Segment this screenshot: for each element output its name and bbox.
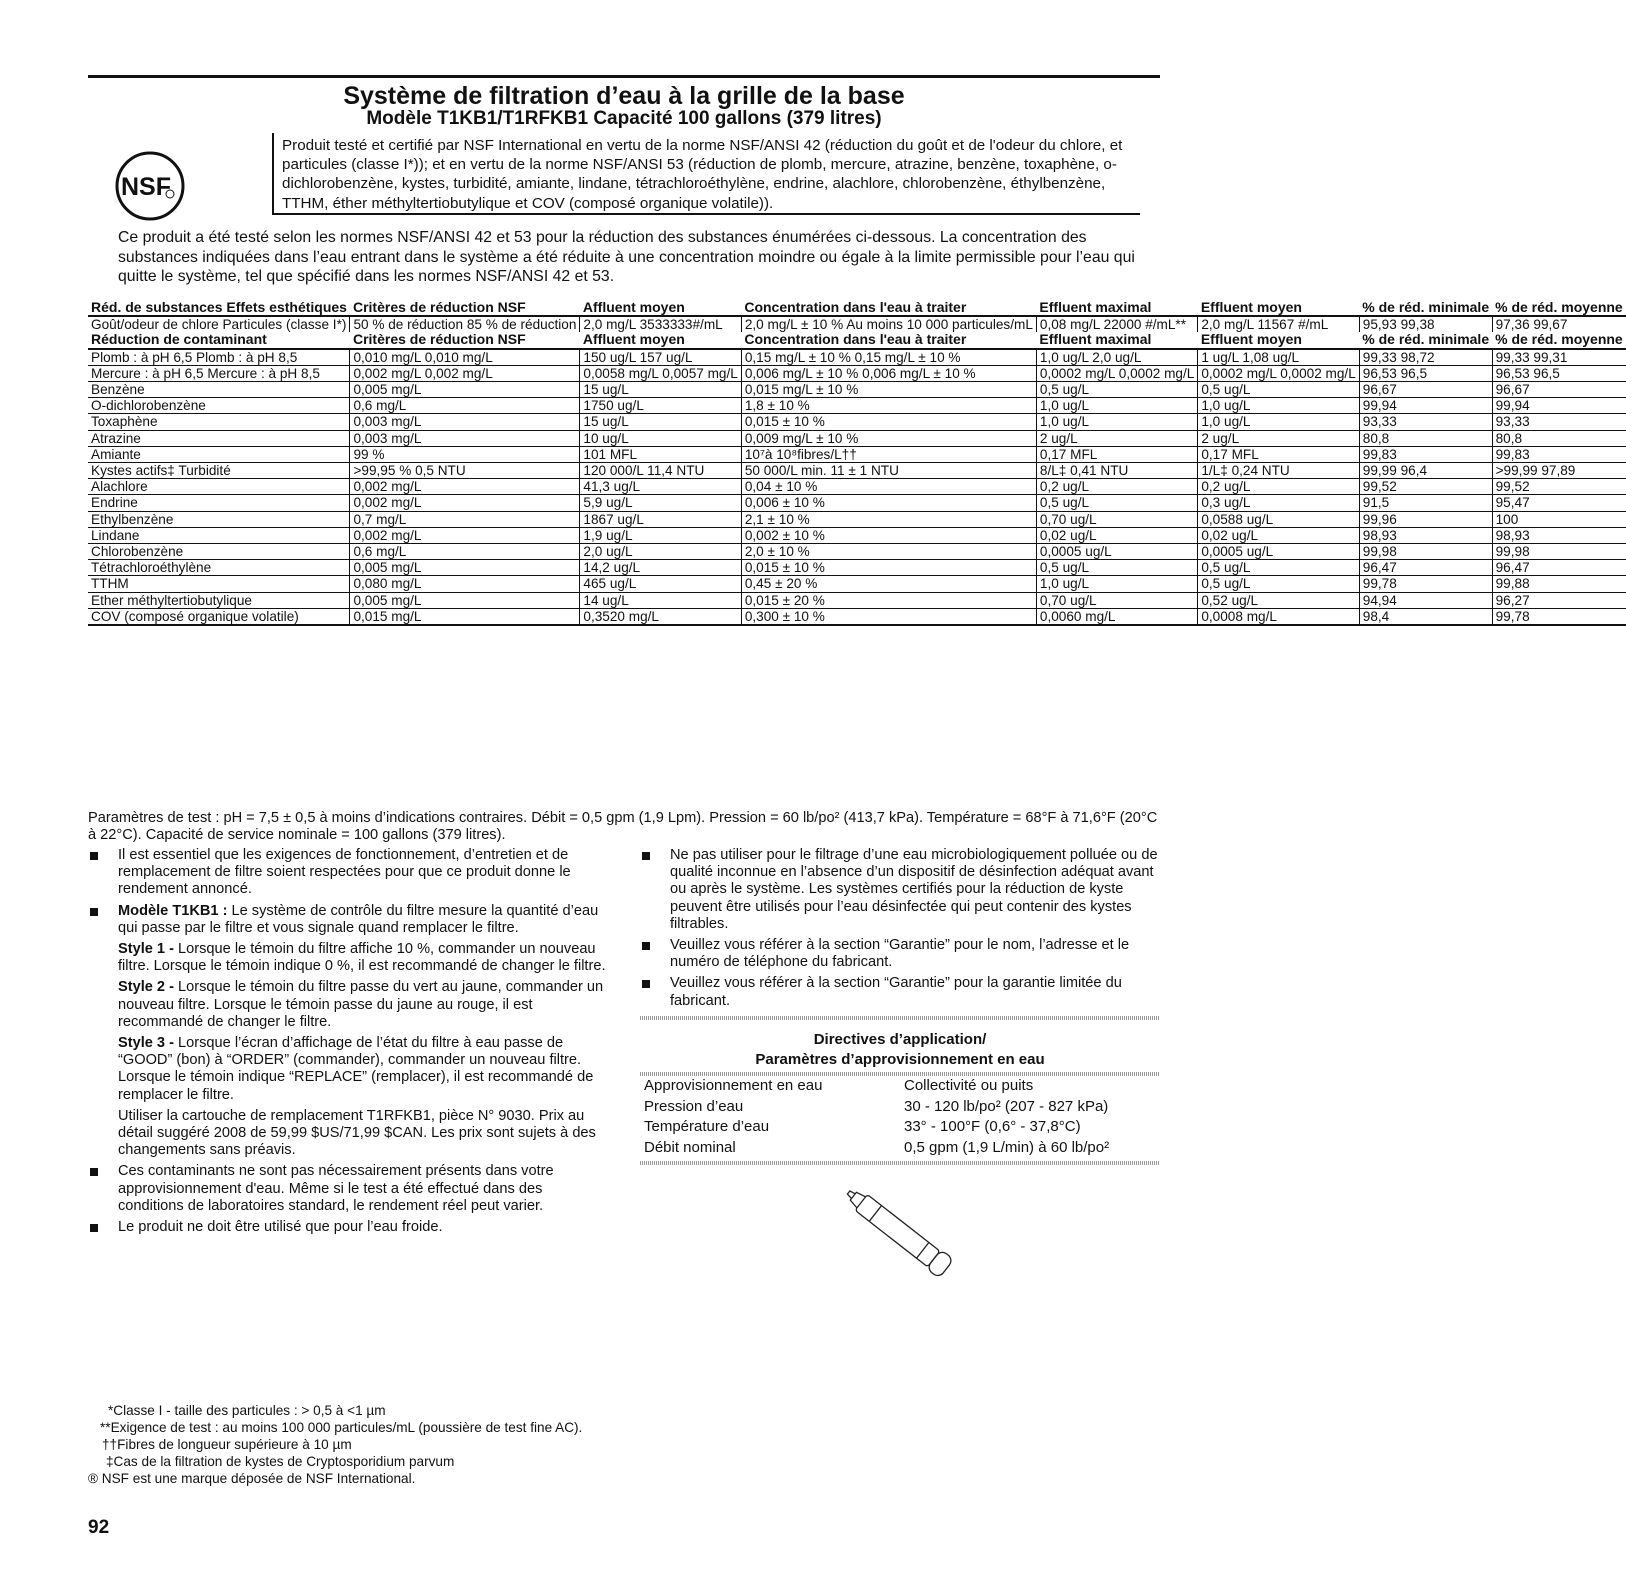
table-cell: 1,0 ug/L (1036, 576, 1197, 592)
table-cell: 0,02 ug/L (1036, 527, 1197, 543)
table-row (88, 527, 1626, 543)
table-cell: 10⁷à 10⁸fibres/L†† (741, 446, 1036, 462)
table-cell: 1,8 ± 10 % (741, 398, 1036, 414)
table-cell: 99,52 (1492, 479, 1626, 495)
table-cell: 1750 ug/L (580, 398, 741, 414)
style-label: Style 3 - (118, 1035, 174, 1052)
table-cell: 1,0 ug/L (1036, 398, 1197, 414)
table-cell: 0,003 mg/L (350, 414, 580, 430)
table-cell: TTHM (88, 576, 350, 592)
table-cell: 99,94 (1359, 398, 1492, 414)
directives-label: Approvisionnement en eau (644, 1077, 823, 1094)
style-3-paragraph (88, 1035, 608, 1104)
table-cell: 0,015 mg/L (350, 608, 580, 625)
bullet-text: Ne pas utiliser pour le filtrage d’une eau microbiologiquement polluée ou de qualité inconnue en l’absence d’un dispositif de désinfection adéquat avant ou après le système. Les systèmes certifiés pour la réduction de kyste peuvent être utilisés pour l’eau désinfectée qui peut contenir des kystes filtrables. (670, 847, 1158, 932)
hatched-divider (640, 1161, 1160, 1165)
table-cell: 96,47 (1492, 560, 1626, 576)
table-row (88, 316, 1626, 332)
table-cell: 0,70 ug/L (1036, 592, 1197, 608)
table-header-cell: % de réd. minimale (1362, 299, 1490, 315)
footnote: **Exigence de test : au moins 100 000 particules/mL (poussière de test fine AC). (100, 1420, 583, 1435)
table-cell: 0,5 ug/L (1036, 495, 1197, 511)
page-subtitle: Modèle T1KB1/T1RFKB1 Capacité 100 gallons (379 litres) (366, 108, 882, 129)
table-cell: Chlorobenzène (88, 544, 350, 560)
table-cell: 100 (1492, 511, 1626, 527)
table-cell: 14,2 ug/L (580, 560, 741, 576)
table-cell: 99,99 96,4 (1359, 463, 1492, 479)
table-cell: Mercure : à pH 6,5 Mercure : à pH 8,5 (88, 365, 350, 381)
page-title: Système de filtration d’eau à la grille de la base (343, 82, 905, 110)
table-cell: 0,006 ± 10 % (741, 495, 1036, 511)
table-cell: 1,0 ug/L (1036, 414, 1197, 430)
table-cell: 15 ug/L (580, 414, 741, 430)
style-label: Style 2 - (118, 979, 174, 996)
style-2-paragraph (88, 979, 608, 1031)
table-cell: 2,0 ± 10 % (741, 544, 1036, 560)
table-cell: 0,002 mg/L (350, 527, 580, 543)
table-cell: 0,005 mg/L (350, 560, 580, 576)
directives-row (640, 1097, 1160, 1118)
bullet-square-icon (642, 980, 650, 988)
table-header-cell: % de réd. moyenne (1495, 331, 1623, 348)
bullet-text: Le système de contrôle du filtre mesure la quantité d’eau qui passe par le filtre et vous signale quand remplacer le filtre. (118, 902, 599, 936)
table-cell: 0,6 mg/L (350, 398, 580, 414)
table-cell: 101 MFL (580, 446, 741, 462)
table-cell: 0,6 mg/L (350, 544, 580, 560)
table-cell: 0,0005 ug/L (1036, 544, 1197, 560)
table-cell: 93,33 (1492, 414, 1626, 430)
table-cell: 0,006 mg/L ± 10 % 0,006 mg/L ± 10 % (741, 365, 1036, 381)
page-number: 92 (88, 1517, 110, 1538)
table-cell: 80,8 (1359, 430, 1492, 446)
table-cell: 0,010 mg/L 0,010 mg/L (350, 349, 580, 366)
left-column (88, 847, 608, 1240)
table-cell: 0,02 ug/L (1198, 527, 1359, 543)
table-cell: 0,0060 mg/L (1036, 608, 1197, 625)
table-cell: 99,78 (1492, 608, 1626, 625)
table-cell: 0,080 mg/L (350, 576, 580, 592)
table-row (88, 560, 1626, 576)
table-cell: 98,4 (1359, 608, 1492, 625)
table-cell: 0,015 mg/L ± 10 % (741, 382, 1036, 398)
table-cell: 0,7 mg/L (350, 511, 580, 527)
directives-label: Débit nominal (644, 1138, 736, 1156)
table-header-cell: Effluent moyen (1200, 331, 1302, 348)
footnote: ††Fibres de longueur supérieure à 10 µm (102, 1437, 352, 1452)
table-cell: 0,0002 mg/L 0,0002 mg/L (1198, 365, 1359, 381)
table-cell: Ethylbenzène (88, 511, 350, 527)
table-cell: 99,96 (1359, 511, 1492, 527)
table-cell: 2 ug/L (1036, 430, 1197, 446)
directives-title-1: Directives d’application/ (813, 1031, 987, 1048)
style-1-paragraph (88, 941, 608, 975)
table-cell: 1/L‡ 0,24 NTU (1198, 463, 1359, 479)
footnotes (88, 1402, 788, 1487)
table-cell: 1,0 ug/L 2,0 ug/L (1036, 349, 1197, 366)
directives-value: 0,5 gpm (1,9 L/min) à 60 lb/po² (904, 1138, 1110, 1156)
table-cell: 120 000/L 11,4 NTU (580, 463, 741, 479)
table-cell: 2,0 ug/L (580, 544, 741, 560)
table-header-row (88, 332, 1626, 348)
table-cell: 0,005 mg/L (350, 382, 580, 398)
table-cell: 99,94 (1492, 398, 1626, 414)
hatched-divider (640, 1016, 1160, 1020)
table-cell: 0,002 mg/L (350, 479, 580, 495)
table-cell: 99,88 (1492, 576, 1626, 592)
table-cell: 96,47 (1359, 560, 1492, 576)
table-cell: Kystes actifs‡ Turbidité (88, 463, 350, 479)
table-cell: 0,17 MFL (1198, 446, 1359, 462)
table-cell: 93,33 (1359, 414, 1492, 430)
table-row (88, 349, 1626, 366)
table-cell: 0,0588 ug/L (1198, 511, 1359, 527)
table-cell: 91,5 (1359, 495, 1492, 511)
right-column (640, 847, 1160, 1014)
table-cell: 96,27 (1492, 592, 1626, 608)
model-label: Modèle T1KB1 : (118, 902, 228, 919)
table-row (88, 414, 1626, 430)
table-cell: 0,005 mg/L (350, 592, 580, 608)
table-cell: 99,83 (1492, 446, 1626, 462)
table-cell: Atrazine (88, 430, 350, 446)
table-cell: 15 ug/L (580, 382, 741, 398)
table-cell: 14 ug/L (580, 592, 741, 608)
filter-cartridge-icon (828, 1180, 978, 1290)
table-header-row (88, 300, 1626, 316)
bullet-model (88, 903, 608, 937)
directives-label: Pression d’eau (644, 1097, 744, 1115)
table-cell: 0,002 ± 10 % (741, 527, 1036, 543)
certification-box: Produit testé et certifié par NSF International en vertu de la norme NSF/ANSI 42 (réduction du goût et de l'odeur du chlore, et particules (classe I*)); et en vertu de la norme NSF/ANSI 53 (réduction de plomb, mercure, atrazine, benzène, toxaphène, o-dichlorobenzène, kystes, turbidité, amiante, lindane, tétrachloroéthylène, endrine, alachlore, chlorobenzène, éthylbenzène, TTHM, éther méthyltertiobutylique et COV (composé organique volatile)). (272, 133, 1140, 215)
table-cell: Lindane (88, 527, 350, 543)
table-cell: 99,83 (1359, 446, 1492, 462)
table-cell: 0,52 ug/L (1198, 592, 1359, 608)
table-cell: 99,52 (1359, 479, 1492, 495)
table-cell: Endrine (88, 495, 350, 511)
table-cell: 0,45 ± 20 % (741, 576, 1036, 592)
table-cell: 96,53 96,5 (1359, 365, 1492, 381)
table-row (88, 592, 1626, 608)
test-parameters: Paramètres de test : pH = 7,5 ± 0,5 à moins d’indications contraires. Débit = 0,5 gpm (1,9 Lpm). Pression = 60 lb/po² (413,7 kPa). Température = 68°F à 71,6°F (20°C à 22°C). Capacité de service nominale = 100 gallons (379 litres). (88, 810, 1158, 843)
table-cell: 0,5 ug/L (1198, 382, 1359, 398)
directives-row (640, 1076, 1160, 1097)
table-row (88, 463, 1626, 479)
table-row (88, 576, 1626, 592)
table-cell: 0,0058 mg/L 0,0057 mg/L (580, 365, 741, 381)
directives-table (640, 1076, 1160, 1158)
table-cell: 0,5 ug/L (1198, 560, 1359, 576)
table-cell: 41,3 ug/L (580, 479, 741, 495)
table-header-cell: Affluent moyen (582, 331, 685, 348)
table-cell: 96,67 (1492, 382, 1626, 398)
directives-heading (640, 1030, 1160, 1070)
table-cell: 465 ug/L (580, 576, 741, 592)
bullet-square-icon (90, 1224, 98, 1232)
table-header-cell: Effluent maximal (1039, 331, 1152, 348)
table-cell: 8/L‡ 0,41 NTU (1036, 463, 1197, 479)
table-cell: 1867 ug/L (580, 511, 741, 527)
table-cell: 0,5 ug/L (1036, 560, 1197, 576)
table-row (88, 382, 1626, 398)
bullet-text: Le produit ne doit être utilisé que pour l’eau froide. (118, 1219, 443, 1236)
bullet-microbiological (640, 847, 1160, 933)
bullet-text: Veuillez vous référer à la section “Garantie” pour la garantie limitée du fabricant. (670, 975, 1122, 1009)
directives-value: 30 - 120 lb/po² (207 - 827 kPa) (904, 1097, 1109, 1115)
table-cell: 0,0005 ug/L (1198, 544, 1359, 560)
table-header-cell: % de réd. moyenne (1495, 299, 1623, 315)
table-cell: 80,8 (1492, 430, 1626, 446)
table-cell: 99,98 (1359, 544, 1492, 560)
bullet-square-icon (642, 942, 650, 950)
table-cell: 95,47 (1492, 495, 1626, 511)
nsf-logo-text: NSF (121, 173, 171, 201)
table-cell: 50 000/L min. 11 ± 1 NTU (741, 463, 1036, 479)
table-cell: 2,0 mg/L 3533333#/mL (580, 316, 741, 332)
top-rule (88, 75, 1160, 78)
table-cell: 0,015 ± 10 % (741, 560, 1036, 576)
table-cell: 0,002 mg/L (350, 495, 580, 511)
table-row (88, 479, 1626, 495)
style-text: Lorsque l’écran d’affichage de l’état du filtre à eau passe de “GOOD” (bon) à “ORDER” (commander), commander un nouveau filtre. Lorsque le témoin indique “REPLACE” (remplacer), il est recommandé de remplacer le filtre. (118, 1035, 594, 1103)
table-cell: 0,002 mg/L 0,002 mg/L (350, 365, 580, 381)
bullet-square-icon (90, 852, 98, 860)
bullet-requirements (88, 847, 608, 899)
table-cell: >99,95 % 0,5 NTU (350, 463, 580, 479)
directives-title-2: Paramètres d’approvisionnement en eau (755, 1051, 1045, 1068)
table-cell: 0,300 ± 10 % (741, 608, 1036, 625)
table-cell: 1,0 ug/L (1198, 414, 1359, 430)
table-cell: 0,015 ± 10 % (741, 414, 1036, 430)
bullet-warranty-limited (640, 975, 1160, 1009)
footnote: *Classe I - taille des particules : > 0,5 à <1 µm (108, 1403, 386, 1418)
table-cell: 0,15 mg/L ± 10 % 0,15 mg/L ± 10 % (741, 349, 1036, 366)
table-cell: 0,2 ug/L (1036, 479, 1197, 495)
table-cell: 0,5 ug/L (1198, 576, 1359, 592)
bullet-text: Veuillez vous référer à la section “Garantie” pour le nom, l’adresse et le numéro de téléphone du fabricant. (670, 937, 1130, 971)
table-cell: 99,33 99,31 (1492, 349, 1626, 366)
table-cell: 0,08 mg/L 22000 #/mL** (1036, 316, 1197, 332)
nsf-logo-icon (114, 150, 186, 222)
directives-value: Collectivité ou puits (904, 1077, 1034, 1094)
table-cell: O-dichlorobenzène (88, 398, 350, 414)
table-cell: 0,5 ug/L (1036, 382, 1197, 398)
table-row (88, 398, 1626, 414)
table-cell: 96,53 96,5 (1492, 365, 1626, 381)
intro-paragraph: Ce produit a été testé selon les normes NSF/ANSI 42 et 53 pour la réduction des substances énumérées ci-dessous. La concentration des substances indiquées dans l’eau entrant dans le système a été réduite à une concentration moindre ou égale à la limite permissible pour l’eau qui quitte le système, tel que spécifié dans les normes NSF/ANSI 42 et 53. (118, 229, 1135, 285)
table-cell: 0,0002 mg/L 0,0002 mg/L (1036, 365, 1197, 381)
footnote: ‡Cas de la filtration de kystes de Cryptosporidium parvum (106, 1454, 455, 1469)
table-cell: Tétrachloroéthylène (88, 560, 350, 576)
table-cell: 94,94 (1359, 592, 1492, 608)
table-cell: Ether méthyltertiobutylique (88, 592, 350, 608)
table-cell: 98,93 (1359, 527, 1492, 543)
table-cell: 0,015 ± 20 % (741, 592, 1036, 608)
footnote: ® NSF est une marque déposée de NSF International. (88, 1471, 416, 1486)
table-cell: 0,009 mg/L ± 10 % (741, 430, 1036, 446)
table-row (88, 446, 1626, 462)
style-text: Lorsque le témoin du filtre passe du vert au jaune, commander un nouveau filtre. Lorsque le témoin passe du jaune au rouge, il est recommandé de changer le filtre. (118, 979, 604, 1030)
table-cell: 0,0008 mg/L (1198, 608, 1359, 625)
table-header-cell: Critères de réduction NSF (352, 331, 526, 348)
table-cell: 0,3 ug/L (1198, 495, 1359, 511)
table-cell: 96,67 (1359, 382, 1492, 398)
table-cell: 0,003 mg/L (350, 430, 580, 446)
directives-row (640, 1117, 1160, 1138)
table-cell: 99,78 (1359, 576, 1492, 592)
table-row (88, 365, 1626, 381)
table-header-cell: Concentration dans l'eau à traiter (744, 299, 967, 315)
table-cell: 2,0 mg/L 11567 #/mL (1198, 316, 1359, 332)
table-header-cell: Effluent moyen (1200, 299, 1302, 315)
table-cell: 1,9 ug/L (580, 527, 741, 543)
table-cell: 2,0 mg/L ± 10 % Au moins 10 000 particules/mL (741, 316, 1036, 332)
table-cell: 2 ug/L (1198, 430, 1359, 446)
table-cell: 0,17 MFL (1036, 446, 1197, 462)
table-cell: COV (composé organique volatile) (88, 608, 350, 625)
bullet-contaminants (88, 1163, 608, 1215)
table-cell: Plomb : à pH 6,5 Plomb : à pH 8,5 (88, 349, 350, 366)
directives-value: 33° - 100°F (0,6° - 37,8°C) (904, 1118, 1081, 1135)
table-row (88, 495, 1626, 511)
contaminant-reduction-table (88, 300, 1626, 626)
bullet-cold-water (88, 1219, 608, 1236)
table-cell: 97,36 99,67 (1492, 316, 1626, 332)
table-header-cell: % de réd. minimale (1362, 331, 1490, 348)
style-label: Style 1 - (118, 941, 174, 958)
table-cell: 0,2 ug/L (1198, 479, 1359, 495)
style-text: Lorsque le témoin du filtre affiche 10 %, commander un nouveau filtre. Lorsque le témoin indique 0 %, il est recommandé de changer le filtre. (118, 941, 606, 975)
bullet-square-icon (90, 1168, 98, 1176)
table-header-cell: Concentration dans l'eau à traiter (744, 331, 967, 348)
bullet-square-icon (90, 908, 98, 916)
table-cell: 0,04 ± 10 % (741, 479, 1036, 495)
table-row (88, 608, 1626, 625)
table-row (88, 430, 1626, 446)
directives-row (640, 1138, 1160, 1159)
table-cell: Benzène (88, 382, 350, 398)
table-header-cell: Effluent maximal (1039, 299, 1152, 315)
table-cell: 99 % (350, 446, 580, 462)
table-cell: 50 % de réduction 85 % de réduction (350, 316, 580, 332)
table-cell: 150 ug/L 157 ug/L (580, 349, 741, 366)
table-cell: 99,33 98,72 (1359, 349, 1492, 366)
table-cell: 2,1 ± 10 % (741, 511, 1036, 527)
table-cell: Amiante (88, 446, 350, 462)
table-header-cell: Réduction de contaminant (91, 331, 267, 348)
table-cell: 1,0 ug/L (1198, 398, 1359, 414)
table-cell: Toxaphène (88, 414, 350, 430)
bullet-square-icon (642, 852, 650, 860)
table-header-cell: Critères de réduction NSF (352, 299, 526, 315)
table-cell: 98,93 (1492, 527, 1626, 543)
table-cell: Goût/odeur de chlore Particules (classe I*) (88, 316, 350, 332)
bullet-text: Il est essentiel que les exigences de fonctionnement, d’entretien et de remplacement de filtre soient respectées pour que ce produit donne le rendement annoncé. (118, 847, 571, 898)
table-row (88, 511, 1626, 527)
bullet-text: Ces contaminants ne sont pas nécessairement présents dans votre approvisionnement d'eau. Même si le test a été effectué dans des conditions de laboratoires standard, le rendement réel peut varier. (118, 1163, 554, 1214)
table-header-cell: Affluent moyen (582, 299, 685, 315)
table-cell: 1 ug/L 1,08 ug/L (1198, 349, 1359, 366)
replacement-paragraph: Utiliser la cartouche de remplacement T1RFKB1, pièce N° 9030. Prix au détail suggéré 2008 de 59,99 $US/71,99 $CAN. Les prix sont sujets à des changements sans préavis. (118, 1107, 596, 1159)
table-cell: 0,3520 mg/L (580, 608, 741, 625)
table-cell: 10 ug/L (580, 430, 741, 446)
table-cell: >99,99 97,89 (1492, 463, 1626, 479)
table-row (88, 544, 1626, 560)
table-header-cell: Réd. de substances Effets esthétiques (91, 299, 347, 315)
directives-label: Température d’eau (644, 1118, 770, 1135)
table-cell: Alachlore (88, 479, 350, 495)
table-cell: 0,70 ug/L (1036, 511, 1197, 527)
table-cell: 5,9 ug/L (580, 495, 741, 511)
bullet-warranty-contact (640, 937, 1160, 971)
table-cell: 95,93 99,38 (1359, 316, 1492, 332)
table-cell: 99,98 (1492, 544, 1626, 560)
